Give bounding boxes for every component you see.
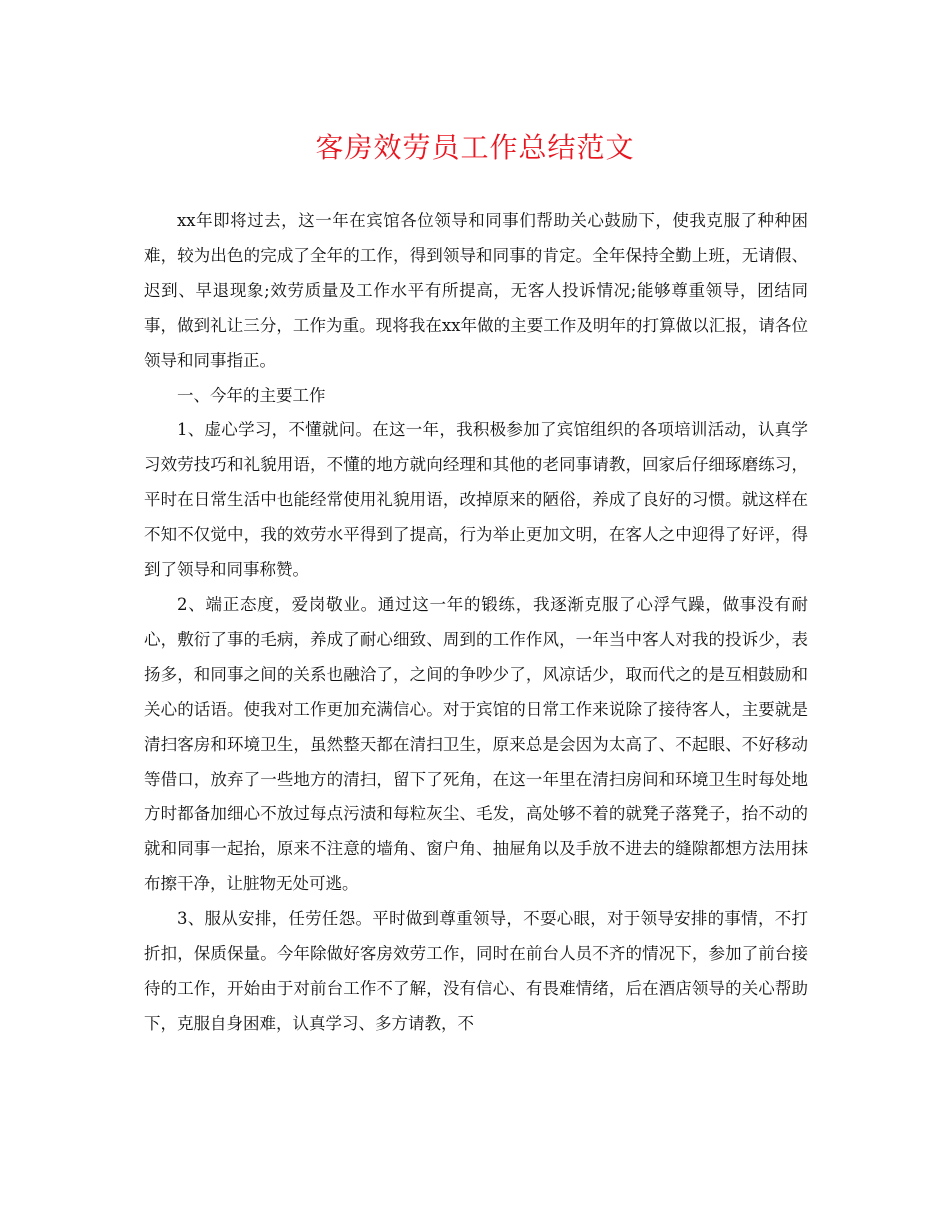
document-body (144, 204, 808, 1042)
paragraph-item-2: 2、端正态度，爱岗敬业。通过这一年的锻练，我逐渐克服了心浮气躁，做事没有耐心，敷衍了事的毛病，养成了耐心细致、周到的工作作风，一年当中客人对我的投诉少，表扬多，和同事之间的关系也融洽了，之间的争吵少了，风凉话少，取而代之的是互相鼓励和关心的话语。使我对工作更加充满信心。对于宾馆的日常工作来说除了接待客人，主要就是清扫客房和环境卫生，虽然整天都在清扫卫生，原来总是会因为太高了、不起眼、不好移动等借口，放弃了一些地方的清扫，留下了死角，在这一年里在清扫房间和环境卫生时每处地方时都备加细心不放过每点污渍和每粒灰尘、毛发，高处够不着的就凳子落凳子，抬不动的就和同事一起抬，原来不注意的墙角、窗户角、抽屉角以及手放不进去的缝隙都想方法用抹布擦干净，让脏物无处可逃。 (144, 594, 808, 894)
page-title: 客房效劳员工作总结范文 (315, 131, 635, 164)
section-heading-main-work: 一、今年的主要工作 (177, 385, 326, 405)
paragraph-intro: xx年即将过去，这一年在宾馆各位领导和同事们帮助关心鼓励下，使我克服了种种困难，较为出色的完成了全年的工作，得到领导和同事的肯定。全年保持全勤上班，无请假、迟到、早退现象;效劳质量及工作水平有所提高，无客人投诉情况;能够尊重领导，团结同事，做到礼让三分，工作为重。现将我在xx年做的主要工作及明年的打算做以汇报，请各位领导和同事指正。 (144, 211, 808, 370)
paragraph-item-1: 1、虚心学习，不懂就问。在这一年，我积极参加了宾馆组织的各项培训活动，认真学习效劳技巧和礼貌用语，不懂的地方就向经理和其他的老同事请教，回家后仔细琢磨练习，平时在日常生活中也能经常使用礼貌用语，改掉原来的陋俗，养成了良好的习惯。就这样在不知不仅觉中，我的效劳水平得到了提高，行为举止更加文明，在客人之中迎得了好评，得到了领导和同事称赞。 (144, 420, 808, 580)
paragraph-item-3: 3、服从安排，任劳任怨。平时做到尊重领导，不耍心眼，对于领导安排的事情，不打折扣，保质保量。今年除做好客房效劳工作，同时在前台人员不齐的情况下，参加了前台接待的工作，开始由于对前台工作不了解，没有信心、有畏难情绪，后在酒店领导的关心帮助下，克服自身困难，认真学习、多方请教，不 (144, 909, 808, 1033)
